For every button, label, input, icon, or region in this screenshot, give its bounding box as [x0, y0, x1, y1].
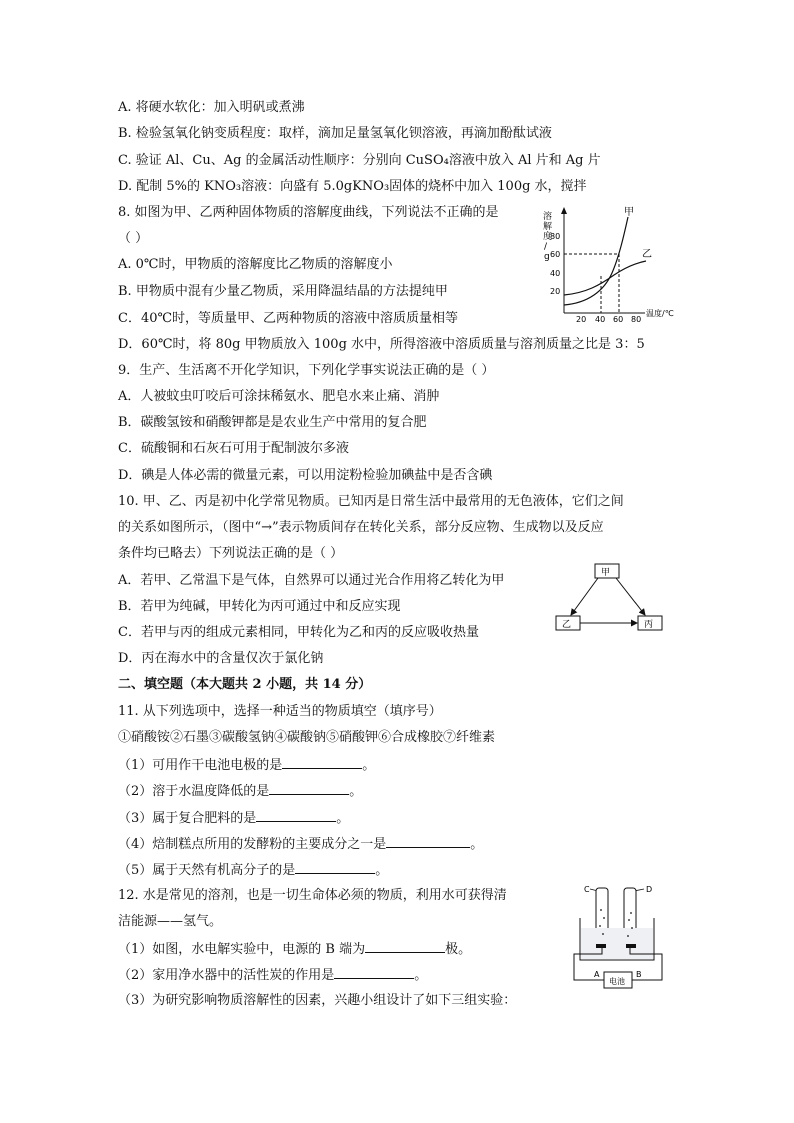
terminal-a-label: A: [594, 970, 600, 979]
q11-stem: 11. 从下列选项中，选择一种适当的物质填空（填序号）: [118, 704, 442, 719]
q12-sub1-blank[interactable]: [365, 939, 445, 953]
q11-sub1-blank[interactable]: [282, 755, 362, 769]
electrode-right: [626, 944, 636, 948]
q10-option-c: C．若甲与丙的组成元素相同，甲转化为乙和丙的反应吸收热量: [118, 625, 479, 640]
q11-sub1-text: （1）可用作干电池电极的是: [118, 758, 283, 773]
x-axis-label: 温度/℃: [646, 309, 674, 318]
q8-option-b: B. 甲物质中混有少量乙物质，采用降温结晶的方法提纯甲: [118, 284, 448, 299]
x-tick-labels: [576, 315, 641, 323]
y-axis-arrow: [561, 207, 567, 214]
q10-option-a: A．若甲、乙常温下是气体，自然界可以通过光合作用将乙转化为甲: [118, 573, 505, 588]
q12-sub3: （3）为研究影响物质溶解性的因素，兴趣小组设计了如下三组实验：: [118, 993, 517, 1008]
x-tick-40: 40: [595, 315, 606, 323]
q11-sub2-text: （2）溶于水温度降低的是: [118, 784, 270, 799]
relation-diagram: [552, 561, 670, 635]
q11-sub5-text: （5）属于天然有机高分子的是: [118, 863, 296, 878]
q12-stem-line1: 12. 水是常见的溶剂，也是一切生命体必须的物质，利用水可获得清: [118, 888, 507, 903]
q7-option-d: D. 配制 5%的 KNO₃溶液：向盛有 5.0gKNO₃固体的烧杯中加入 100g 水，搅拌: [118, 179, 587, 194]
q10-stem-line2: 的关系如图所示，（图中“→”表示物质间存在转化关系，部分反应物、生成物以及反应: [118, 520, 604, 535]
q8-option-a: A. 0℃时，甲物质的溶解度比乙物质的溶解度小: [118, 257, 393, 272]
q11-sub4-end: 。: [470, 837, 484, 852]
curve-jia-label: 甲: [624, 207, 634, 218]
q8-option-c: C．40℃时，等质量甲、乙两种物质的溶液中溶质质量相等: [118, 311, 459, 326]
q11-sub3-blank[interactable]: [256, 808, 336, 822]
q10-option-b: B．若甲为纯碱，甲转化为丙可通过中和反应实现: [118, 599, 401, 614]
q8-answer-paren: （ ）: [118, 231, 149, 246]
q11-sub2-end: 。: [349, 784, 363, 799]
q9-option-a: A．人被蚊虫叮咬后可涂抹稀氨水、肥皂水来止痛、消肿: [118, 389, 440, 404]
q11-sub4-blank[interactable]: [386, 834, 470, 848]
q7-option-a: A. 将硬水软化：加入明矾或煮沸: [118, 100, 305, 115]
q11-sub5-end: 。: [375, 863, 389, 878]
svg-text:解: 解: [543, 222, 553, 232]
y-tick-20: 20: [550, 287, 561, 296]
curve-yi-label: 乙: [642, 249, 652, 260]
node-yi-label: 乙: [562, 620, 572, 630]
q11-sub5: [118, 860, 388, 880]
q9-option-b: B．碳酸氢铵和硝酸钾都是是农业生产中常用的复合肥: [118, 415, 427, 430]
x-tick-20: 20: [576, 315, 587, 323]
q11-sub4: [118, 834, 483, 854]
svg-text:/: /: [544, 242, 548, 252]
svg-text:度: 度: [543, 232, 553, 242]
node-jia-label: 甲: [601, 568, 611, 578]
tube-d-label: D: [646, 885, 653, 894]
q11-sub4-text: （4）焙制糕点所用的发酵粉的主要成分之一是: [118, 837, 387, 852]
curve-yi: [564, 261, 646, 295]
q7-option-b: B. 检验氢氧化钠变质程度：取样，滴加足量氢氧化钡溶液，再滴加酚酞试液: [118, 126, 552, 141]
q11-sub2-blank[interactable]: [269, 781, 349, 795]
q12-stem-line2: 洁能源——氢气。: [118, 914, 223, 929]
q12-sub1-text: （1）如图，水电解实验中，电源的 B 端为: [118, 942, 366, 957]
tube-c-label: C: [584, 885, 590, 894]
q10-option-d: D．丙在海水中的含量仅次于氯化钠: [118, 651, 324, 666]
y-tick-40: 40: [550, 269, 561, 278]
q11-sub3: [118, 808, 349, 828]
y-tick-80: 80: [550, 232, 561, 241]
q10-stem-line1: 10. 甲、乙、丙是初中化学常见物质。已知丙是日常生活中最常用的无色液体，它们之间: [118, 494, 624, 509]
y-tick-60: 60: [550, 250, 561, 259]
q12-sub1: [118, 939, 471, 959]
x-tick-60: 60: [613, 315, 624, 323]
q9-option-c: C．硫酸铜和石灰石可用于配制波尔多液: [118, 441, 349, 456]
q11-sub5-blank[interactable]: [295, 860, 375, 874]
section-2-heading: 二、填空题（本大题共 2 小题，共 14 分）: [118, 677, 372, 692]
q11-sub1-end: 。: [362, 758, 376, 773]
q12-sub2: [118, 965, 427, 985]
electrolysis-apparatus: [566, 880, 676, 992]
q10-stem-line3: 条件均已略去）下列说法正确的是（ ）: [118, 546, 344, 561]
arrow-jia-to-yi: [571, 578, 598, 615]
q11-sub2: [118, 781, 362, 801]
q8-stem: 8. 如图为甲、乙两种固体物质的溶解度曲线，下列说法不正确的是: [118, 205, 499, 220]
q12-sub2-blank[interactable]: [334, 965, 414, 979]
svg-text:g: g: [544, 252, 550, 262]
x-tick-80: 80: [631, 315, 642, 323]
q11-options: ①硝酸铵②石墨③碳酸氢钠④碳酸钠⑤硝酸钾⑥合成橡胶⑦纤维素: [118, 730, 496, 745]
q7-option-c: C. 验证 Al、Cu、Ag 的金属活动性顺序：分别向 CuSO₄溶液中放入 Al 片和 Ag 片: [118, 153, 601, 168]
q9-stem: 9．生产、生活离不开化学知识，下列化学事实说法正确的是（ ）: [118, 363, 495, 378]
q8-option-d: D．60℃时，将 80g 甲物质放入 100g 水中，所得溶液中溶质质量与溶剂质量之比是 3：5: [118, 337, 645, 352]
arrow-jia-to-bing: [616, 578, 645, 615]
curve-jia: [564, 217, 628, 305]
q9-option-d: D．碘是人体必需的微量元素，可以用淀粉检验加碘盐中是否含碘: [118, 468, 493, 483]
svg-text:溶: 溶: [543, 212, 553, 222]
q11-sub3-text: （3）属于复合肥料的是: [118, 811, 257, 826]
solubility-curve-figure: [540, 205, 690, 323]
battery-label: 电池: [609, 977, 625, 986]
electrode-left: [596, 944, 606, 948]
q11-sub3-end: 。: [336, 811, 350, 826]
q12-sub2-text: （2）家用净水器中的活性炭的作用是: [118, 968, 335, 983]
terminal-b-label: B: [636, 970, 642, 979]
node-bing-label: 丙: [644, 620, 654, 630]
q12-sub1-end: 极。: [445, 942, 472, 957]
q12-sub2-end: 。: [414, 968, 428, 983]
q11-sub1: [118, 755, 375, 775]
